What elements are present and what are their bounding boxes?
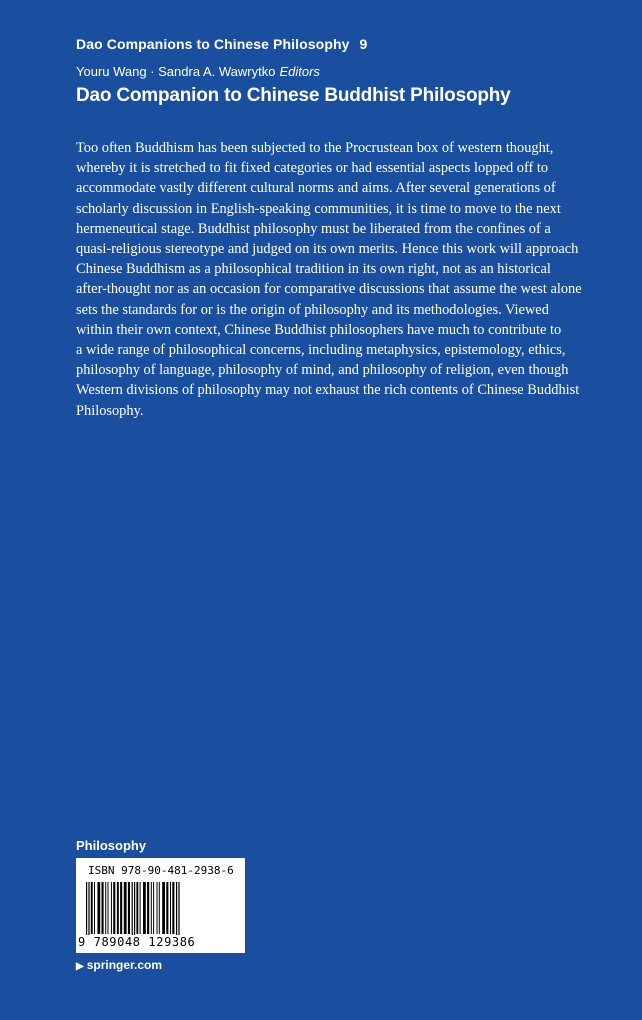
isbn-barcode: [76, 858, 245, 953]
editor-names: Youru Wang · Sandra A. Wawrytko: [76, 64, 276, 79]
springer-link-text: springer.com: [86, 958, 163, 972]
barcode-bar: [113, 882, 115, 934]
barcode-bar: [120, 882, 122, 934]
barcode-digits: 9 789048 129386: [78, 935, 243, 949]
barcode-bar: [97, 882, 100, 934]
barcode-bar: [170, 882, 171, 934]
barcode-bars: [84, 882, 237, 942]
blurb-line: within their own context, Chinese Buddhist philosophers have much to contribute to: [76, 321, 562, 338]
blurb-line: quasi-religious stereotype and judged on its own merits. Hence this work will approach: [76, 241, 579, 258]
blurb-line: scholarly discussion in English-speaking communities, it is time to move to the next: [76, 200, 561, 217]
barcode-bar: [111, 882, 112, 934]
series-number: 9: [359, 36, 368, 52]
barcode-bar: [91, 882, 93, 934]
barcode-bar: [176, 882, 177, 940]
barcode-bar: [102, 882, 104, 934]
barcode-bar: [105, 882, 106, 934]
barcode-bar: [172, 882, 174, 934]
book-title: Dao Companion to Chinese Buddhist Philosophy: [76, 85, 511, 106]
barcode-bar: [151, 882, 152, 934]
barcode-bar: [124, 882, 127, 934]
barcode-bar: [128, 882, 130, 934]
barcode-bar: [178, 882, 179, 940]
barcode-bar: [143, 882, 146, 934]
isbn-label: ISBN 978-90-481-2938-6: [88, 864, 234, 877]
blurb-line: Philosophy.: [76, 402, 144, 419]
barcode-bar: [86, 882, 87, 940]
description-blurb: [76, 138, 582, 421]
barcode-bar: [136, 882, 138, 934]
series-line: [76, 36, 367, 52]
blurb-line: Western divisions of philosophy may not exhaust the rich contents of Chinese Buddhist: [76, 382, 580, 399]
blurb-line: Chinese Buddhism as a philosophical tradition in its own right, not as an historical: [76, 261, 551, 278]
barcode-bar: [132, 882, 133, 940]
barcode-bar: [162, 882, 165, 934]
blurb-line: a wide range of philosophical concerns, including metaphysics, epistemology, ethics,: [76, 342, 566, 359]
barcode-bar: [108, 882, 109, 934]
blurb-line: after-thought nor as an occasion for comparative discussions that assume the west alone: [76, 281, 582, 298]
barcode-bar: [166, 882, 168, 934]
subject-category: Philosophy: [76, 838, 147, 853]
barcode-bar: [94, 882, 95, 934]
blurb-line: accommodate vastly different cultural norms and aims. After several generations of: [76, 180, 556, 197]
editors-role: Editors: [279, 64, 320, 79]
blurb-line: whereby it is stretched to fit fixed categories or had essential aspects lopped off to: [76, 160, 549, 177]
barcode-bar: [88, 882, 89, 940]
barcode-bar: [153, 882, 154, 934]
series-name: Dao Companions to Chinese Philosophy: [76, 36, 350, 52]
blurb-line: Too often Buddhism has been subjected to the Procrustean box of western thought,: [76, 140, 554, 156]
blurb-line: hermeneutical stage. Buddhist philosophy must be liberated from the confines of a: [76, 220, 551, 237]
barcode-bar: [159, 882, 160, 934]
barcode-bar: [157, 882, 158, 934]
blurb-line: sets the standards for or is the origin of philosophy and its methodologies. Viewed: [76, 301, 549, 318]
springer-link[interactable]: [76, 958, 162, 972]
arrow-right-icon: ▶: [76, 961, 84, 972]
barcode-bar: [134, 882, 135, 940]
barcode-bar: [147, 882, 149, 934]
editors-line: [76, 64, 320, 79]
blurb-line: philosophy of language, philosophy of mind, and philosophy of religion, even though: [76, 362, 569, 379]
barcode-bar: [140, 882, 141, 934]
barcode-bar: [117, 882, 119, 934]
